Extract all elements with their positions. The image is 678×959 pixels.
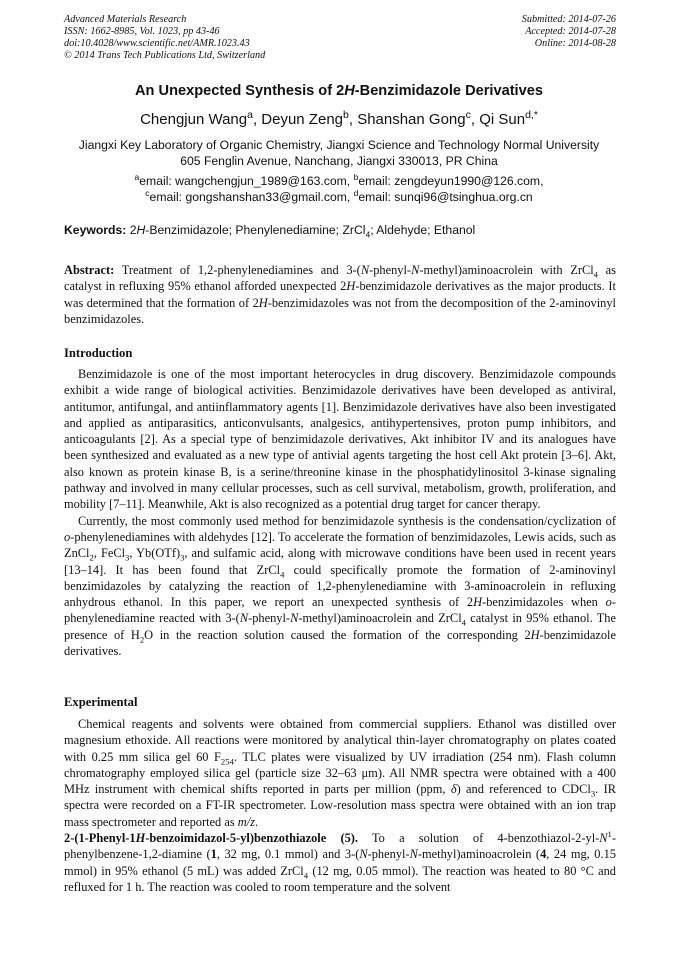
email-link[interactable]: email: gongshanshan33@gmail.com, <box>149 190 354 204</box>
email-link[interactable]: email: sunqi96@tsinghua.org.cn <box>358 190 533 204</box>
paper-title: An Unexpected Synthesis of 2H-Benzimidazole Derivatives <box>135 83 543 99</box>
paragraph: Currently, the most commonly used method for benzimidazole synthesis is the condensation/cyclization of o-phenylenediamines with aldehydes [12]. To accelerate the formation of benzimidazoles, Lewis acids, such as ZnCl$_2$, FeCl$_3$, $Yb(OTf)_3$, and sulfamic acid, along with microwave conditions have been used in recent years [13–14]. It has been found that ZrCl$_4$ could specifically promote the formation of 2-aminovinyl benzimidazoles by catalyzing the reaction of 1,2-phenylenediamine with 3-aminoacrolein in refluxing anhydrous ethanol. In this paper, we report an unexpected synthesis of 2H-benzimidazoles when o-phenylenediamine reacted with 3-(N-phenyl-N-methyl)aminoacrolein and ZrCl$_4$ catalyst in 95% ethanol. The presence of $H_2O$ in the reaction solution caused the formation of the corresponding 2H-benzimidazole derivatives. <box>64 513 617 659</box>
submitted-date: Submitted: 2014-07-26 <box>521 14 616 25</box>
journal-name: Advanced Materials Research <box>64 14 187 25</box>
author-emails: $^a$email: wangchengjun_1989@163.com, $^b$email: zengdeyun1990@126.com, $^c$email: gongshanshan33@gmail.com, $^d$email: sunqi96@tsinghua.org.cn <box>134 171 544 204</box>
journal-header-left <box>64 14 265 62</box>
section-heading-experimental: Experimental <box>64 695 138 709</box>
journal-copyright: © 2014 Trans Tech Publications Ltd, Switzerland <box>64 50 266 61</box>
email-link[interactable]: email: zengdeyun1990@126.com, <box>358 174 544 188</box>
paragraph: Chemical reagents and solvents were obtained from commercial suppliers. Ethanol was distilled over magnesium ethoxide. All reactions were monitored by analytical thin-layer chromatography on plates coated with 0.25 mm silica gel 60 $F_{254}$. TLC plates were visualized by UV irradiation (254 nm). Flash column chromatography employed silica gel (particle size 32–63 μm). All NMR spectra were obtained with a 400 MHz instrument with chemical shifts reported in parts per million (ppm, δ) and referenced to CDCl$_3$. IR spectra were recorded on a FT-IR spectrometer. Low-resolution mass spectra were obtained with an ion trap mass spectrometer and reported as m/z. <box>64 717 616 829</box>
author-name: Qi Sun <box>479 111 526 128</box>
experimental-body <box>64 716 616 895</box>
section-heading-introduction: Introduction <box>64 346 133 360</box>
online-date: Online: 2014-08-28 <box>534 38 616 49</box>
abstract-label: Abstract: <box>64 263 115 277</box>
journal-issn: ISSN: 1662-8985, Vol. 1023, pp 43-46 <box>64 26 220 37</box>
journal-doi[interactable]: doi:10.4028/www.scientific.net/AMR.1023.43 <box>64 38 250 49</box>
author-name: Shanshan Gong <box>357 111 466 128</box>
keywords-label: Keywords: <box>64 223 127 237</box>
keywords: Keywords: 2H-Benzimidazole; Phenylenediamine; ZrCl$_4$; Aldehyde; Ethanol <box>64 223 476 240</box>
paragraph: Benzimidazole is one of the most important heterocycles in drug discovery. Benzimidazole compounds exhibit a wide range of biological activities. Benzimidazole derivatives have been developed as antiviral, antitumor, antifungal, and antiinflammatory agents [1]. Benzimidazole derivatives have also been investigated and applied as antiparasitics, anticonvulsants, analgesics, antihypertensives, proton pump inhibitors, and anticoagulants [2]. As a special type of benzimidazole derivatives, Akt inhibitor IV and its analogues have been synthesized and evaluated as a new type of antivial agents targeting the host cell Akt protein [3–6]. Akt, also known as protein kinase B, is a serine/threonine kinase in the phosphatidylinositol 3-kinase signaling pathway and involved in many cellular processes, such as cell survival, metabolism, growth, proliferation, and mobility [7–11]. Meanwhile, Akt is also recognized as a potential drug target for cancer therapy. <box>64 367 616 512</box>
email-link[interactable]: email: wangchengjun_1989@163.com, <box>139 174 354 188</box>
author-name: Deyun Zeng <box>261 111 343 128</box>
compound-title: 2-(1-Phenyl-1H-benzoimidazol-5-yl)benzothiazole (5). <box>64 831 358 846</box>
journal-header-right <box>522 14 616 50</box>
introduction-body <box>64 366 616 659</box>
affiliation: Jiangxi Key Laboratory of Organic Chemistry, Jiangxi Science and Technology Normal University 605 Fenglin Avenue, Nanchang, Jiangxi 330013, PR China <box>78 138 600 168</box>
accepted-date: Accepted: 2014-07-28 <box>525 26 616 37</box>
author-list: Chengjun Wang$^a$, Deyun Zeng$^b$, Shanshan Gong$^c$, Qi Sun$^{d,*}$ <box>140 109 538 128</box>
paragraph: 2-(1-Phenyl-1H-benzoimidazol-5-yl)benzothiazole (5). To a solution of $4-benzothiazol-2-yl-N^1-phenylbenzene-1,2$-diamine (1, 32 mg, 0.1 mmol) and 3-(N-phenyl-N-methyl)aminoacrolein (4, 24 mg, 0.15 mmol) in 95% ethanol (5 mL) was added ZrCl$_4$ (12 mg, 0.05 mmol). The reaction was heated to 80 °C and refluxed for 1 h. The reaction was cooled to room temperature and the solvent <box>64 828 616 894</box>
author-name: Chengjun Wang <box>140 111 248 128</box>
abstract: Abstract: Treatment of 1,2-phenylenediamines and 3-(N-phenyl-N-methyl)aminoacrolein with ZrCl$_4$ as catalyst in refluxing 95% ethanol afforded unexpected 2H-benzimidazole derivatives as the major products. It was determined that the formation of 2H-benzimidazoles was not from the decomposition of the 2-aminovinyl benzimidazoles. <box>64 263 616 326</box>
